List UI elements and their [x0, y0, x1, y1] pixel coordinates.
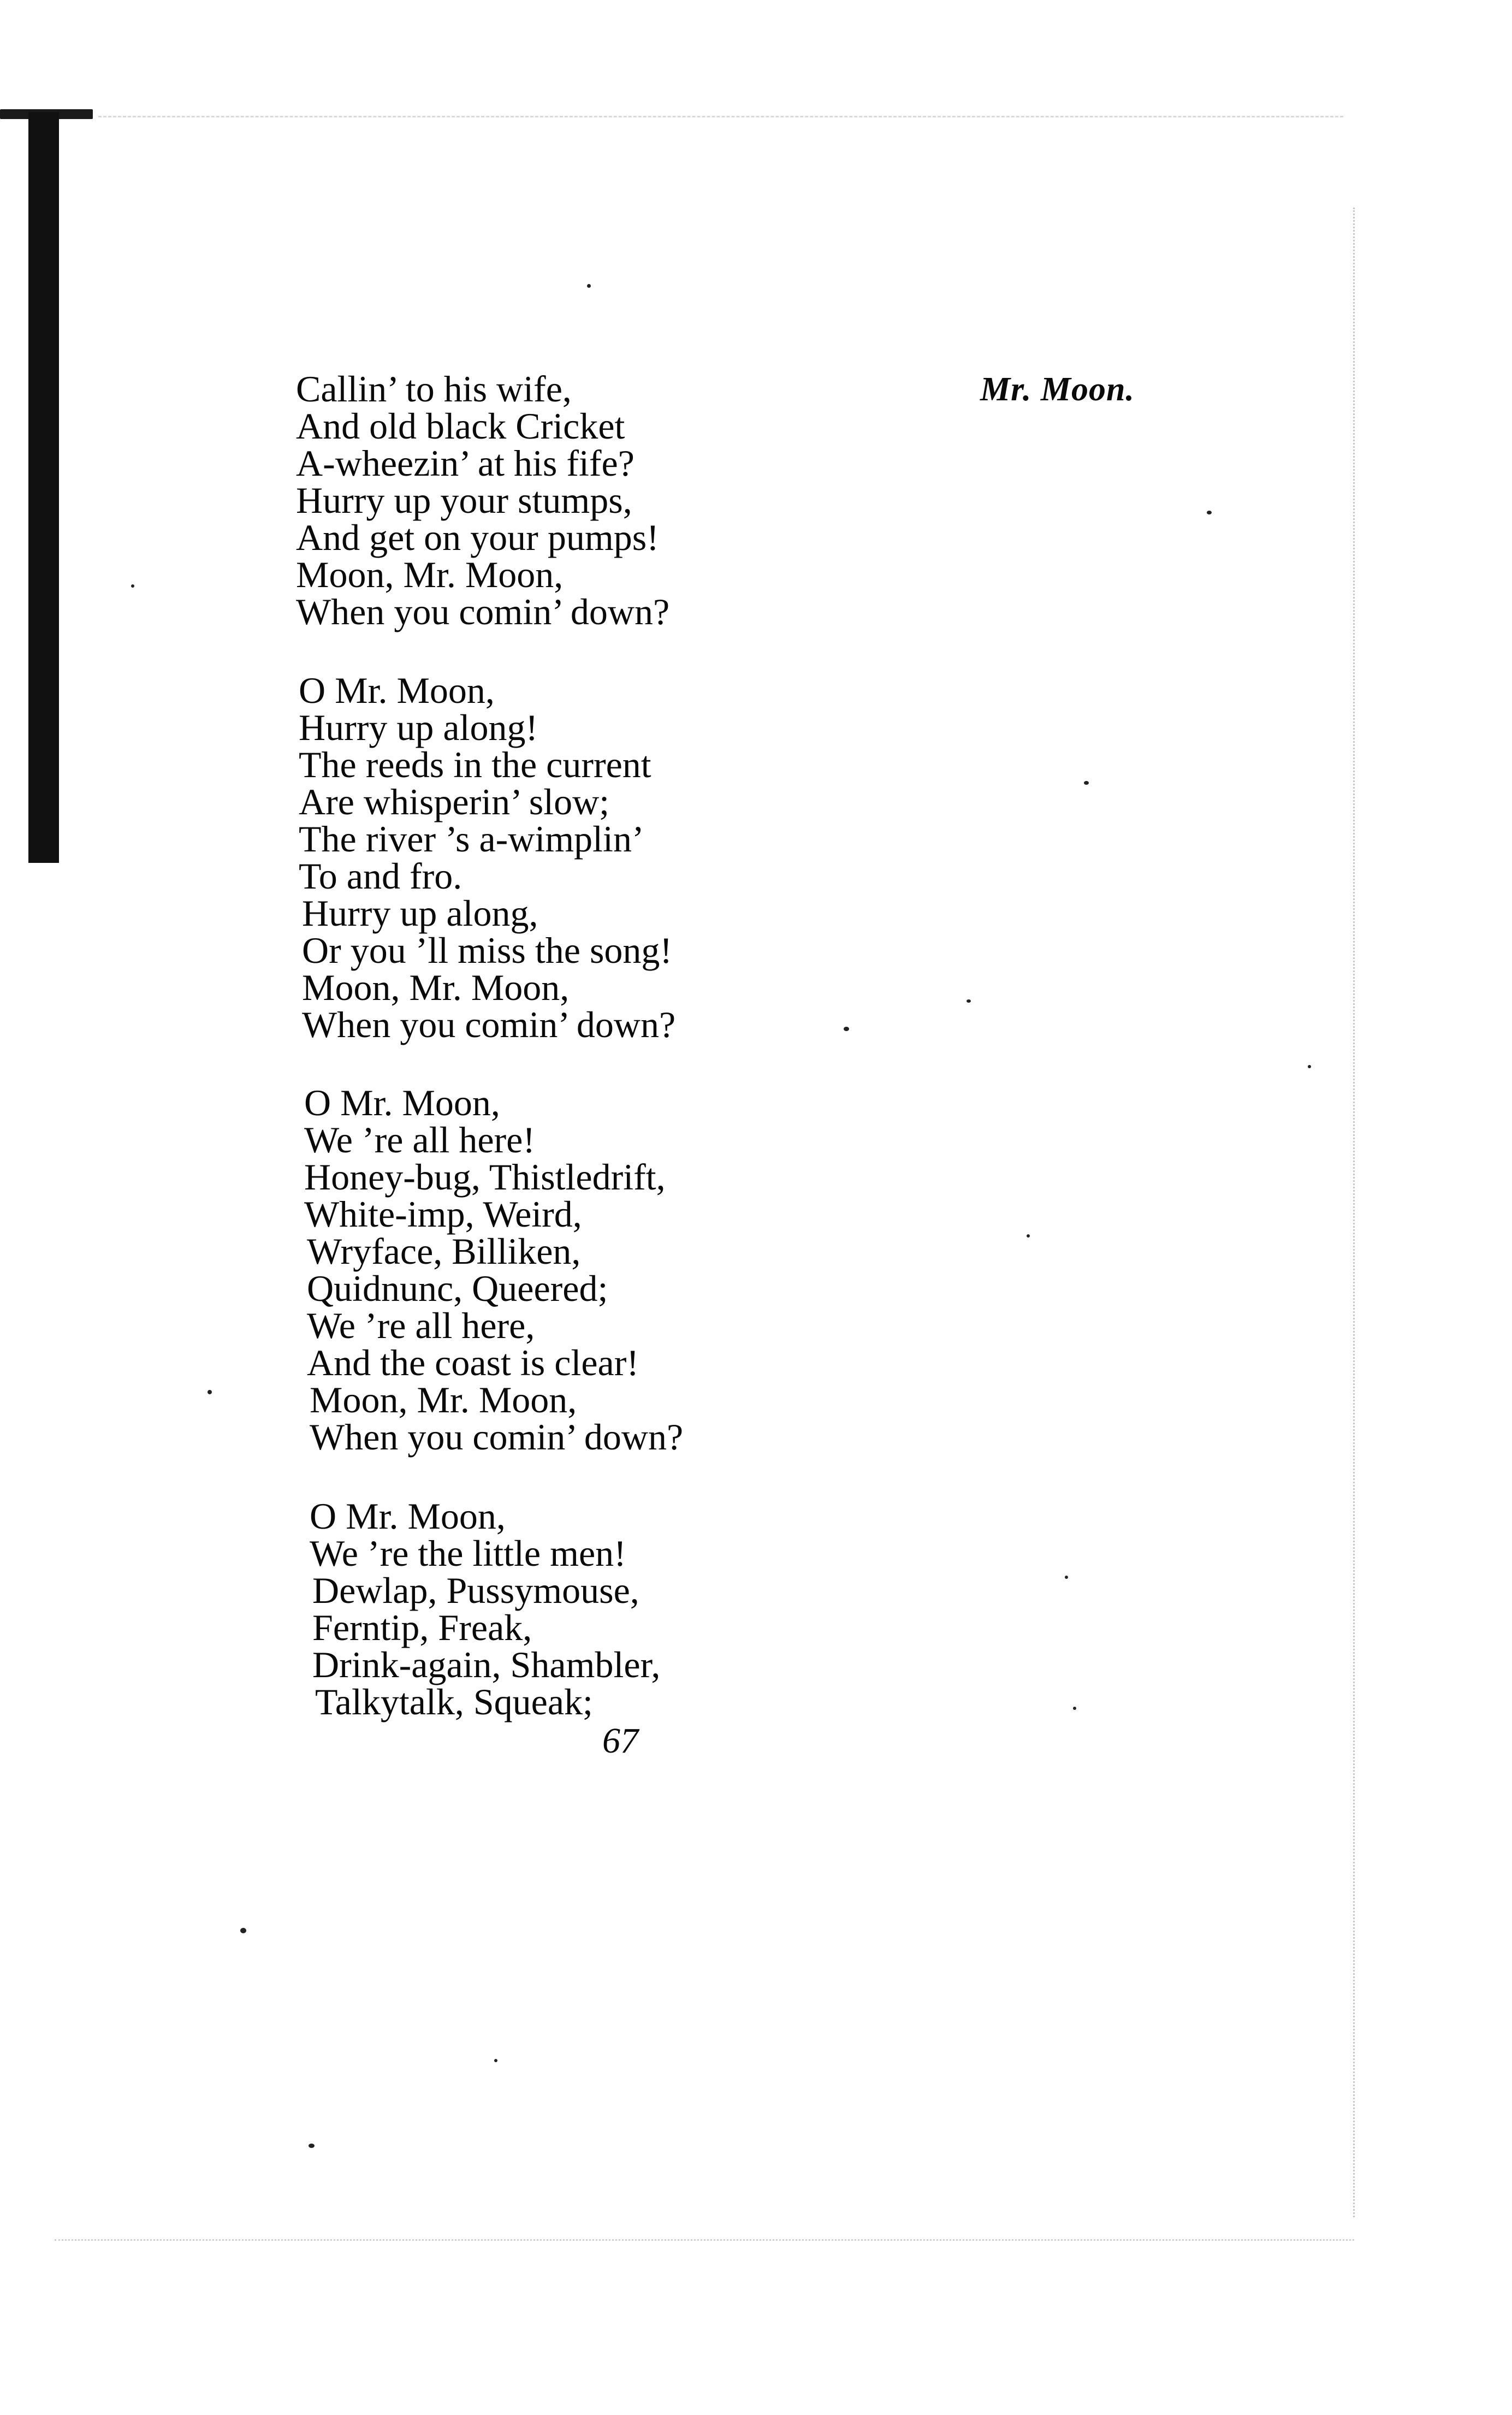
poem-line: Moon, Mr. Moon, [296, 554, 564, 595]
poem-line: Or you ’ll miss the song! [302, 930, 673, 971]
poem-line: We ’re all here, [307, 1305, 535, 1346]
poem-line: Drink-again, Shambler, [312, 1644, 661, 1685]
poem-line: And the coast is clear! [307, 1342, 639, 1383]
poem-line: And old black Cricket [296, 405, 625, 447]
poem-line: When you comin’ down? [296, 591, 670, 632]
poem-line: The river ’s a-wimplin’ [299, 818, 644, 860]
poem-line: Callin’ to his wife, [296, 368, 572, 410]
poem-line: O Mr. Moon, [310, 1495, 506, 1537]
poem-line: Moon, Mr. Moon, [302, 967, 570, 1008]
poem-line: When you comin’ down? [302, 1004, 676, 1045]
poem-line: We ’re all here! [304, 1119, 536, 1161]
poem-line: Talkytalk, Squeak; [315, 1681, 593, 1723]
poem-line: When you comin’ down? [310, 1416, 684, 1458]
poem-line: Hurry up along, [302, 892, 538, 934]
poem-line: White-imp, Weird, [304, 1193, 582, 1235]
poem-line: Are whisperin’ slow; [299, 781, 610, 822]
poem-line: Honey-bug, Thistledrift, [304, 1156, 666, 1198]
poem-line: Dewlap, Pussymouse, [312, 1570, 639, 1611]
poem-line: Ferntip, Freak, [312, 1607, 532, 1648]
running-title: Mr. Moon. [980, 371, 1135, 408]
poem-line: To and fro. [299, 855, 463, 897]
poem-line: And get on your pumps! [296, 517, 659, 558]
poem-line: O Mr. Moon, [299, 670, 495, 711]
poem-line: Quidnunc, Queered; [307, 1268, 608, 1309]
poem-line: The reeds in the current [299, 744, 651, 785]
poem-line: We ’re the little men! [310, 1532, 626, 1574]
page-number: 67 [602, 1721, 638, 1761]
poem-line: Wryface, Billiken, [307, 1230, 581, 1272]
poem-line: Moon, Mr. Moon, [310, 1379, 577, 1420]
poem-line: Hurry up along! [299, 707, 538, 748]
poem-line: O Mr. Moon, [304, 1082, 500, 1123]
poem-line: Hurry up your stumps, [296, 480, 632, 521]
poem-line: A-wheezin’ at his fife? [296, 442, 635, 484]
